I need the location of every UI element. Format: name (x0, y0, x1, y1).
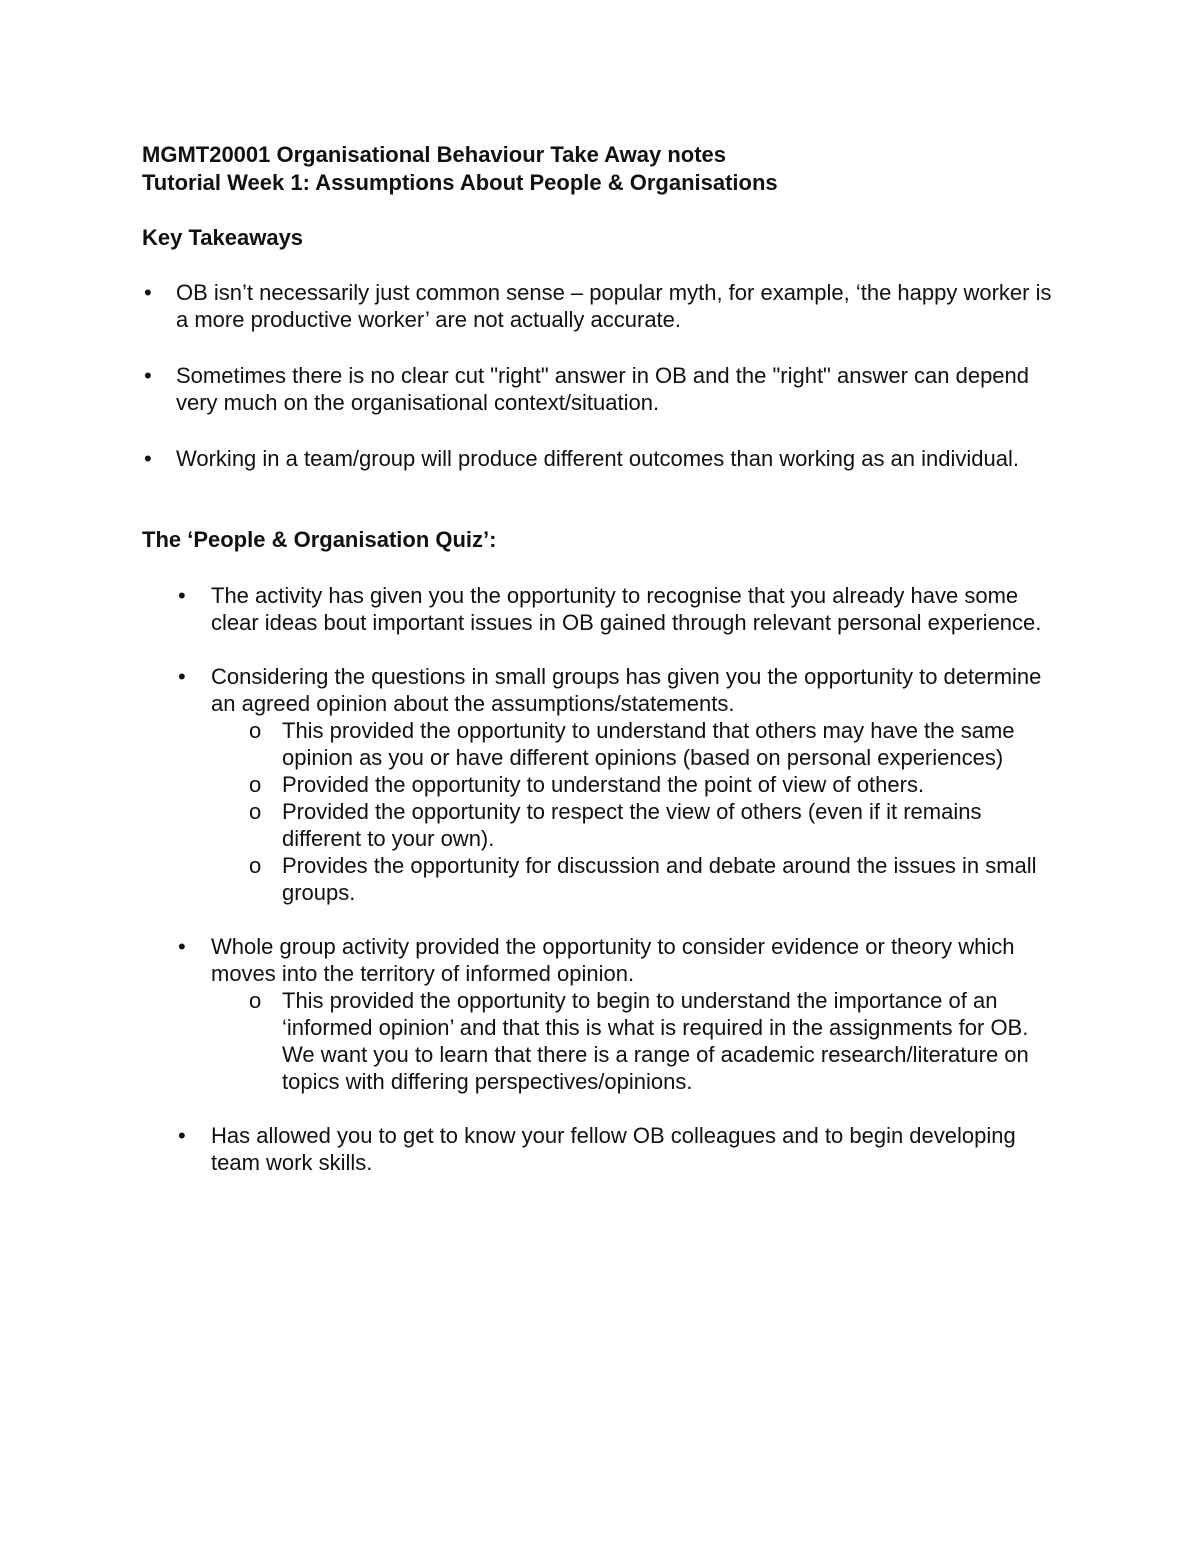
list-item (176, 933, 1066, 1095)
sub-list-item-text: Provided the opportunity to understand the point of view of others. (282, 772, 925, 797)
bullet-icon: • (178, 1123, 186, 1148)
bullet-icon: • (178, 664, 186, 689)
sub-list-item-text: This provided the opportunity to understand that others may have the same opinion as you or have different opinions (based on personal experiences) (282, 718, 1015, 770)
key-takeaways-list (142, 279, 1062, 501)
sub-bullet-icon: o (249, 799, 262, 824)
sub-bullet-icon: o (249, 988, 262, 1013)
document-subtitle: Tutorial Week 1: Assumptions About People & Organisations (142, 170, 778, 195)
sub-list (211, 987, 1066, 1095)
sub-list-item (211, 717, 1066, 771)
bullet-icon: • (144, 280, 152, 305)
list-item-text: OB isn’t necessarily just common sense – popular myth, for example, ‘the happy worker is a more productive worker’ are not actually accurate. (176, 280, 1052, 332)
sub-list-item (211, 798, 1066, 852)
list-item-text: Has allowed you to get to know your fellow OB colleagues and to begin developing team work skills. (211, 1123, 1016, 1175)
bullet-icon: • (178, 583, 186, 608)
list-item-text: Considering the questions in small groups has given you the opportunity to determine an agreed opinion about the assumptions/statements. (211, 664, 1042, 716)
bullet-icon: • (144, 363, 152, 388)
sub-list-item (211, 771, 1066, 798)
list-item-text: Whole group activity provided the opportunity to consider evidence or theory which moves into the territory of informed opinion. (211, 934, 1015, 986)
list-item (176, 663, 1066, 906)
bullet-icon: • (144, 446, 152, 471)
list-item-text: Sometimes there is no clear cut "right" answer in OB and the "right" answer can depend very much on the organisational context/situation. (176, 363, 1030, 415)
quiz-heading: The ‘People & Organisation Quiz’: (142, 527, 497, 552)
list-item (176, 582, 1066, 636)
list-item (142, 279, 1062, 333)
sub-list-item (211, 852, 1066, 906)
sub-bullet-icon: o (249, 718, 262, 743)
list-item (142, 362, 1062, 416)
list-item (176, 1122, 1066, 1176)
quiz-list (176, 582, 1066, 1203)
sub-list (211, 717, 1066, 906)
list-item-text: The activity has given you the opportunity to recognise that you already have some clear ideas bout important issues in OB gained through relevant personal experience. (211, 583, 1042, 635)
document-title: MGMT20001 Organisational Behaviour Take Away notes (142, 142, 726, 167)
sub-bullet-icon: o (249, 772, 262, 797)
list-item (142, 445, 1062, 472)
key-takeaways-heading: Key Takeaways (142, 225, 304, 250)
list-item-text: Working in a team/group will produce different outcomes than working as an individual. (176, 446, 1019, 471)
sub-list-item-text: Provides the opportunity for discussion and debate around the issues in small groups. (282, 853, 1037, 905)
sub-list-item-text: Provided the opportunity to respect the view of others (even if it remains different to your own). (282, 799, 982, 851)
sub-list-item-text: This provided the opportunity to begin to understand the importance of an ‘informed opinion’ and that this is what is required in the assignments for OB. We want you to learn that there is a range of academic research/literature on topics with differing perspectives/opinions. (282, 988, 1029, 1094)
sub-bullet-icon: o (249, 853, 262, 878)
bullet-icon: • (178, 934, 186, 959)
sub-list-item (211, 987, 1066, 1095)
